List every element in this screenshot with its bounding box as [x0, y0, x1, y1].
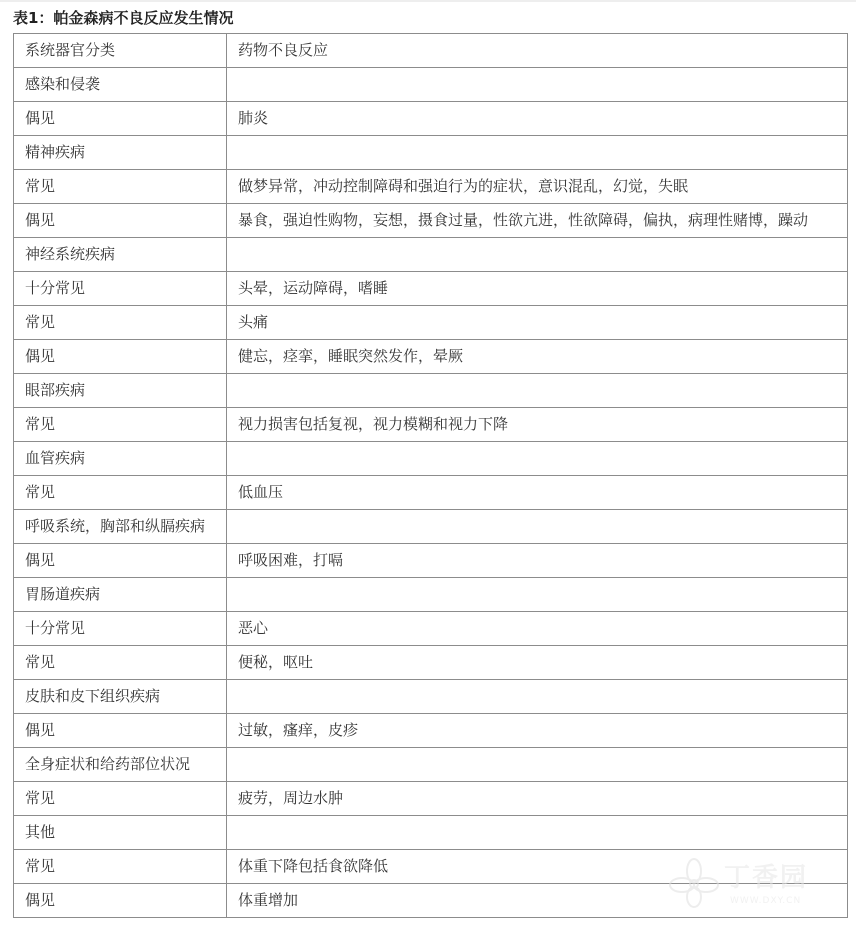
organ-class-cell: 偶见 [14, 102, 227, 136]
table-row [14, 408, 848, 442]
adverse-reaction-cell [227, 578, 848, 612]
organ-class-cell: 常见 [14, 646, 227, 680]
adverse-reaction-cell: 健忘，痉挛，睡眠突然发作，晕厥 [227, 340, 848, 374]
adverse-reaction-cell: 低血压 [227, 476, 848, 510]
adverse-reaction-cell: 便秘，呕吐 [227, 646, 848, 680]
adverse-reaction-cell: 暴食，强迫性购物，妄想，摄食过量，性欲亢进，性欲障碍，偏执，病理性赌博，躁动 [227, 204, 848, 238]
table-title: 表1：帕金森病不良反应发生情况 [13, 9, 234, 27]
top-divider [0, 0, 856, 2]
organ-class-cell: 常见 [14, 170, 227, 204]
adverse-reaction-cell: 视力损害包括复视，视力模糊和视力下降 [227, 408, 848, 442]
organ-class-cell: 血管疾病 [14, 442, 227, 476]
organ-class-cell: 感染和侵袭 [14, 68, 227, 102]
organ-class-cell: 偶见 [14, 884, 227, 918]
adverse-reaction-cell: 过敏，瘙痒，皮疹 [227, 714, 848, 748]
table-row [14, 238, 848, 272]
watermark-subtext: WWW.DXY.CN [730, 896, 802, 906]
organ-class-cell: 偶见 [14, 544, 227, 578]
adverse-reaction-cell: 头痛 [227, 306, 848, 340]
adverse-reaction-cell [227, 136, 848, 170]
adverse-reaction-cell [227, 68, 848, 102]
organ-class-cell: 全身症状和给药部位状况 [14, 748, 227, 782]
table-row [14, 578, 848, 612]
table-row [14, 170, 848, 204]
organ-class-cell: 呼吸系统，胸部和纵膈疾病 [14, 510, 227, 544]
adverse-reactions-table [13, 33, 848, 918]
table-row [14, 748, 848, 782]
table-row [14, 816, 848, 850]
table-row [14, 340, 848, 374]
adverse-reaction-cell: 呼吸困难，打嗝 [227, 544, 848, 578]
organ-class-cell: 常见 [14, 408, 227, 442]
table-row [14, 102, 848, 136]
adverse-reaction-cell [227, 680, 848, 714]
table-row [14, 374, 848, 408]
table-row [14, 612, 848, 646]
watermark-text: 丁香园 [724, 863, 809, 893]
adverse-reaction-cell: 恶心 [227, 612, 848, 646]
table-row [14, 680, 848, 714]
adverse-reaction-cell [227, 374, 848, 408]
table-row [14, 850, 848, 884]
organ-class-cell: 常见 [14, 850, 227, 884]
table-header-row [14, 34, 848, 68]
table-row [14, 204, 848, 238]
header-cell-organ-class: 系统器官分类 [14, 34, 227, 68]
organ-class-cell: 胃肠道疾病 [14, 578, 227, 612]
table-row [14, 510, 848, 544]
adverse-reaction-cell [227, 510, 848, 544]
organ-class-cell: 其他 [14, 816, 227, 850]
table-row [14, 714, 848, 748]
adverse-reaction-cell [227, 748, 848, 782]
adverse-reaction-cell [227, 238, 848, 272]
organ-class-cell: 神经系统疾病 [14, 238, 227, 272]
organ-class-cell: 常见 [14, 476, 227, 510]
organ-class-cell: 十分常见 [14, 272, 227, 306]
header-cell-adverse-reaction: 药物不良反应 [227, 34, 848, 68]
adverse-reaction-cell [227, 816, 848, 850]
table-row [14, 476, 848, 510]
adverse-reaction-cell: 疲劳，周边水肿 [227, 782, 848, 816]
organ-class-cell: 皮肤和皮下组织疾病 [14, 680, 227, 714]
organ-class-cell: 偶见 [14, 714, 227, 748]
table-row [14, 68, 848, 102]
adverse-reaction-cell: 头晕，运动障碍，嗜睡 [227, 272, 848, 306]
table-row [14, 782, 848, 816]
table-row [14, 306, 848, 340]
table-row [14, 272, 848, 306]
table-row [14, 136, 848, 170]
table-row [14, 544, 848, 578]
adverse-reaction-cell [227, 442, 848, 476]
adverse-reaction-cell: 肺炎 [227, 102, 848, 136]
adverse-reaction-cell: 体重增加 [227, 884, 848, 918]
organ-class-cell: 眼部疾病 [14, 374, 227, 408]
organ-class-cell: 常见 [14, 782, 227, 816]
organ-class-cell: 偶见 [14, 340, 227, 374]
adverse-reaction-cell: 体重下降包括食欲降低 [227, 850, 848, 884]
organ-class-cell: 精神疾病 [14, 136, 227, 170]
organ-class-cell: 常见 [14, 306, 227, 340]
table-row [14, 884, 848, 918]
table-row [14, 646, 848, 680]
adverse-reaction-cell: 做梦异常，冲动控制障碍和强迫行为的症状，意识混乱，幻觉，失眠 [227, 170, 848, 204]
organ-class-cell: 偶见 [14, 204, 227, 238]
organ-class-cell: 十分常见 [14, 612, 227, 646]
table-row [14, 442, 848, 476]
